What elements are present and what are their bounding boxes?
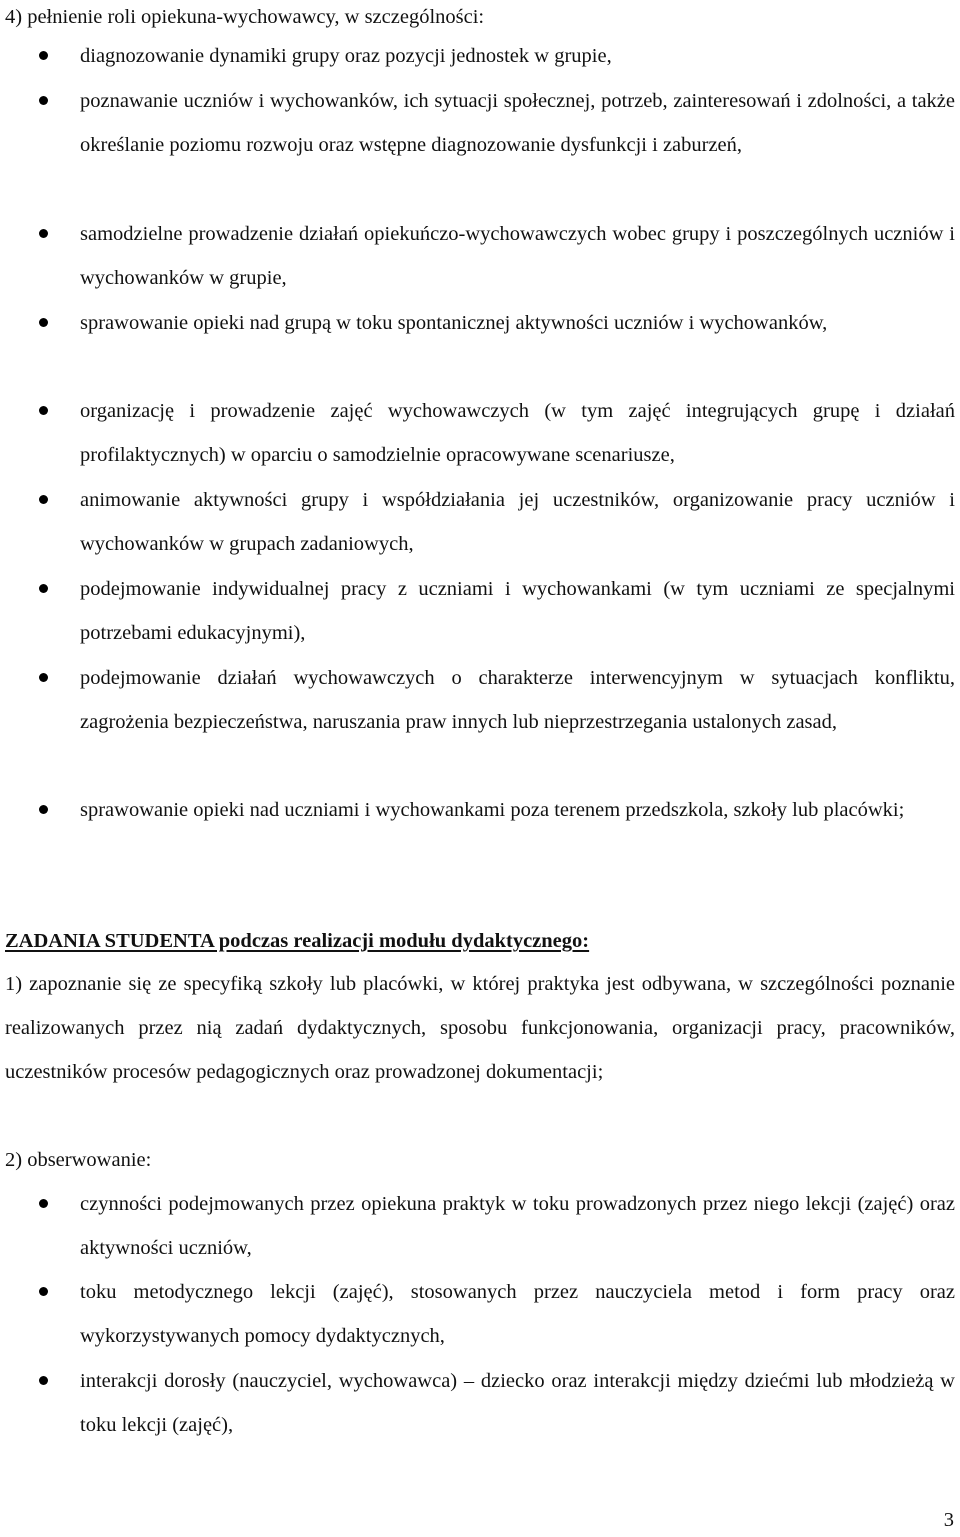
section-4-item-9: sprawowanie opieki nad uczniami i wychowankami poza terenem przedszkola, szkoły lub placówki; — [80, 799, 905, 821]
observation-item-2: toku metodycznego lekcji (zajęć), stosowanych przez nauczyciela metod i form pracy oraz wykorzystywanych pomocy dydaktycznych, — [80, 1281, 955, 1347]
bullet-icon — [39, 229, 48, 238]
observation-item-3: interakcji dorosły (nauczyciel, wychowawca) – dziecko oraz interakcji między dziećmi lub młodzieżą w toku lekcji (zajęć), — [80, 1370, 955, 1436]
bullet-icon — [39, 1287, 48, 1296]
section-4-item-2: poznawanie uczniów i wychowanków, ich sytuacji społecznej, potrzeb, zainteresowań i zdolności, a także określanie poziomu rozwoju oraz wstępne diagnozowanie dysfunkcji i zaburzeń, — [80, 90, 955, 156]
section-4-item-8: podejmowanie działań wychowawczych o charakterze interwencyjnym w sytuacjach konfliktu, zagrożenia bezpieczeństwa, naruszania praw innych lub nieprzestrzegania ustalonych zasad, — [80, 667, 955, 733]
bullet-icon — [39, 51, 48, 60]
section-4-item-5: organizację i prowadzenie zajęć wychowawczych (w tym zajęć integrujących grupę i działań profilaktycznych) w oparciu o samodzielnie opracowywane scenariusze, — [80, 400, 955, 466]
page-number: 3 — [943, 1509, 954, 1531]
bullet-icon — [39, 406, 48, 415]
section-4-item-6: animowanie aktywności grupy i współdziałania jej uczestników, organizowanie pracy uczniów i wychowanków w grupach zadaniowych, — [80, 489, 955, 555]
section-4-item-3: samodzielne prowadzenie działań opiekuńczo-wychowawczych wobec grupy i poszczególnych uczniów i wychowanków w grupie, — [80, 223, 955, 289]
bullet-icon — [39, 1376, 48, 1385]
section-4-intro: 4) pełnienie roli opiekuna-wychowawcy, w szczególności: — [5, 6, 485, 28]
bullet-icon — [39, 1199, 48, 1208]
student-tasks-point-1: 1) zapoznanie się ze specyfiką szkoły lub placówki, w której praktyka jest odbywana, w szczególności poznanie realizowanych przez nią zadań dydaktycznych, sposobu funkcjonowania, organizacji pracy, pracowników, uczestników procesów pedagogicznych oraz prowadzonej dokumentacji; — [5, 973, 955, 1083]
student-tasks-heading: ZADANIA STUDENTA podczas realizacji modułu dydaktycznego: — [5, 930, 590, 952]
section-4-item-1: diagnozowanie dynamiki grupy oraz pozycji jednostek w grupie, — [80, 45, 612, 67]
bullet-icon — [39, 673, 48, 682]
bullet-icon — [39, 805, 48, 814]
bullet-icon — [39, 495, 48, 504]
section-4-item-4: sprawowanie opieki nad grupą w toku spontanicznej aktywności uczniów i wychowanków, — [80, 312, 828, 334]
section-4-item-7: podejmowanie indywidualnej pracy z uczniami i wychowankami (w tym uczniami ze specjalnymi potrzebami edukacyjnymi), — [80, 578, 955, 644]
bullet-icon — [39, 96, 48, 105]
observation-item-1: czynności podejmowanych przez opiekuna praktyk w toku prowadzonych przez niego lekcji (zajęć) oraz aktywności uczniów, — [80, 1193, 955, 1259]
student-tasks-point-2: 2) obserwowanie: — [5, 1149, 152, 1171]
bullet-icon — [39, 318, 48, 327]
bullet-icon — [39, 584, 48, 593]
